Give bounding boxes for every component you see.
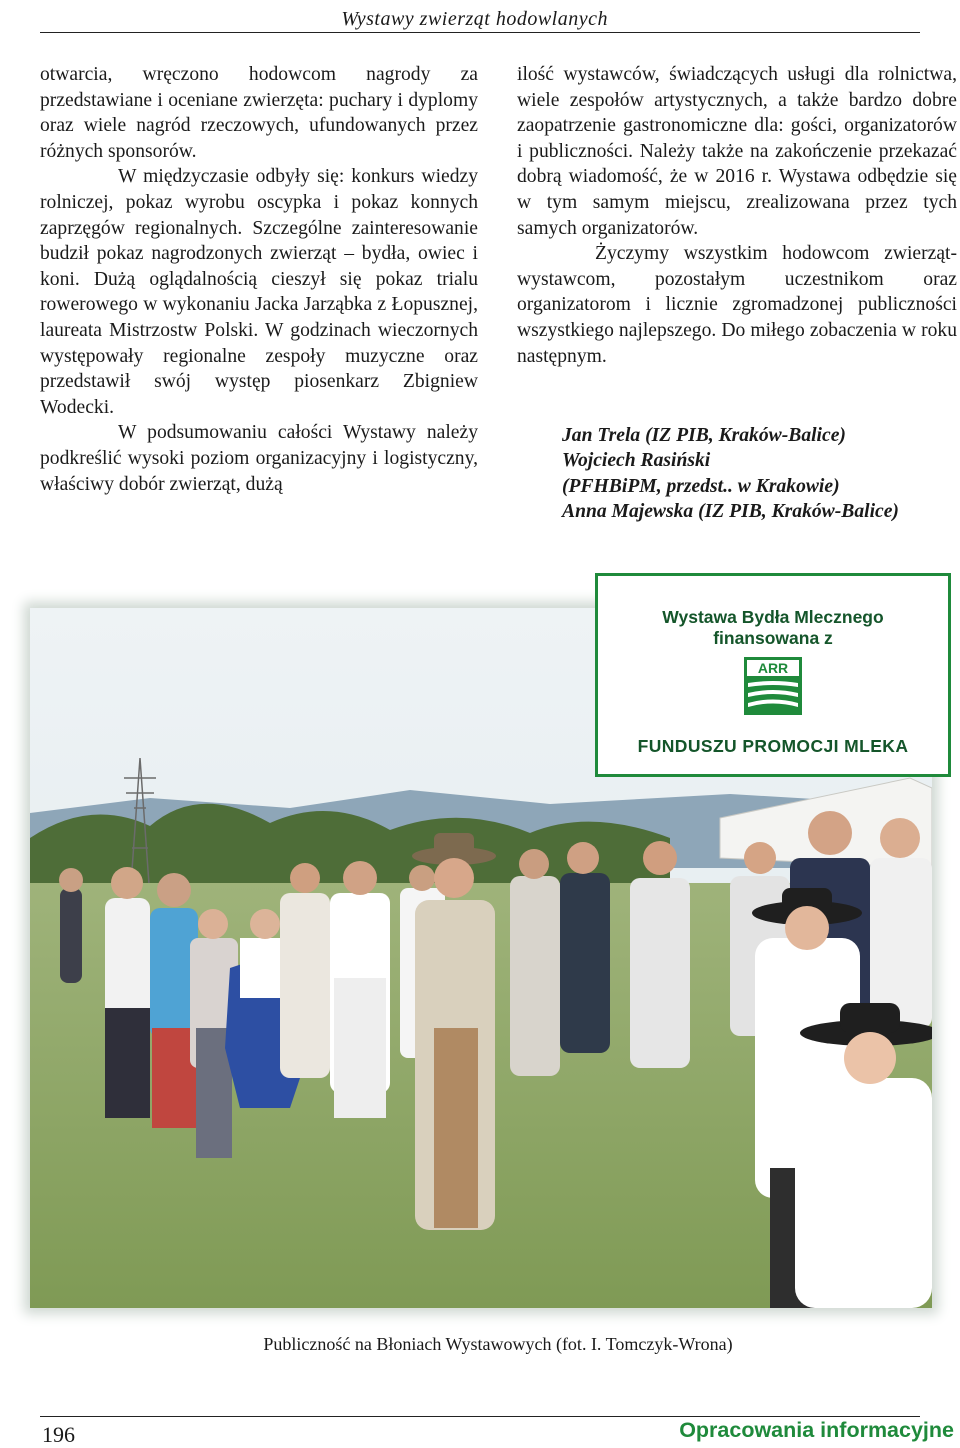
ad-headline: Wystawa Bydła Mlecznego (662, 607, 884, 627)
paragraph: Życzymy wszystkim hodowcom zwierząt-wystawcom, pozostałym uczestnikom oraz organizatorom i licznie zgromadzonej publiczności wszystkiego najlepszego. Do miłego zobaczenia w roku następnym. (517, 243, 957, 367)
sponsor-ad-box (595, 573, 951, 777)
paragraph: otwarcia, wręczono hodowcom nagrody za przedstawiane i oceniane zwierzęta: puchary i dyplomy oraz wiele nagród rzeczowych, ufundowanych przez różnych sponsorów. (40, 64, 478, 162)
footer-divider (40, 1416, 920, 1417)
author-line: Anna Majewska (IZ PIB, Kraków-Balice) (562, 501, 899, 523)
paragraph: W podsumowaniu całości Wystawy należy podkreślić wysoki poziom organizacyjny i logistyczny, właściwy dobór zwierząt, dużą (40, 422, 478, 495)
author-line: (PFHBiPM, przedst.. w Krakowie) (562, 475, 840, 497)
right-text-column (517, 62, 957, 369)
running-header (40, 6, 920, 33)
page-number: 196 (42, 1422, 75, 1447)
ad-fund-name: FUNDUSZU PROMOCJI MLEKA (637, 736, 909, 756)
author-line: Jan Trela (IZ PIB, Kraków-Balice) (562, 425, 846, 446)
author-line: Wojciech Rasiński (562, 450, 711, 472)
section-label: Opracowania informacyjne (679, 1418, 954, 1442)
left-text-column (40, 62, 478, 497)
author-signature-block (562, 423, 957, 525)
running-title: Wystawy zwierząt hodowlanych (341, 8, 608, 30)
arr-logo-text: ARR (757, 660, 789, 676)
arr-logo-icon (744, 657, 802, 715)
photo-caption: Publiczność na Błoniach Wystawowych (fot. I. Tomczyk-Wrona) (263, 1334, 733, 1354)
ad-subheadline: finansowana z (713, 628, 833, 648)
paragraph: W międzyczasie odbyły się: konkurs wiedzy rolniczej, pokaz wyrobu oscypka i pokaz konnych zaprzęgów regionalnych. Szczególne zainteresowanie budził pokaz nagrodzonych zwierząt – bydła, owiec i koni. Dużą oglądalnością cieszył się pokaz trialu rowerowego w wykonaniu Jacka Jarząbka z Łopusznej, laureata Mistrzostw Polski. W godzinach wieczornych występowały regionalne zespoły muzyczne oraz przedstawił swój występ piosenkarz Zbigniew Wodecki. (40, 166, 478, 418)
paragraph: ilość wystawców, świadczących usługi dla rolnictwa, wiele zespołów artystycznych, a także bardzo dobre zaopatrzenie gastronomiczne dla: gości, organizatorów i publiczności. Należy także na zakończenie przekazać dobrą wiadomość, że w 2016 r. Wystawa odbędzie się w tym samym miejscu, zrealizowana przez tych samych organizatorów. (517, 64, 957, 239)
